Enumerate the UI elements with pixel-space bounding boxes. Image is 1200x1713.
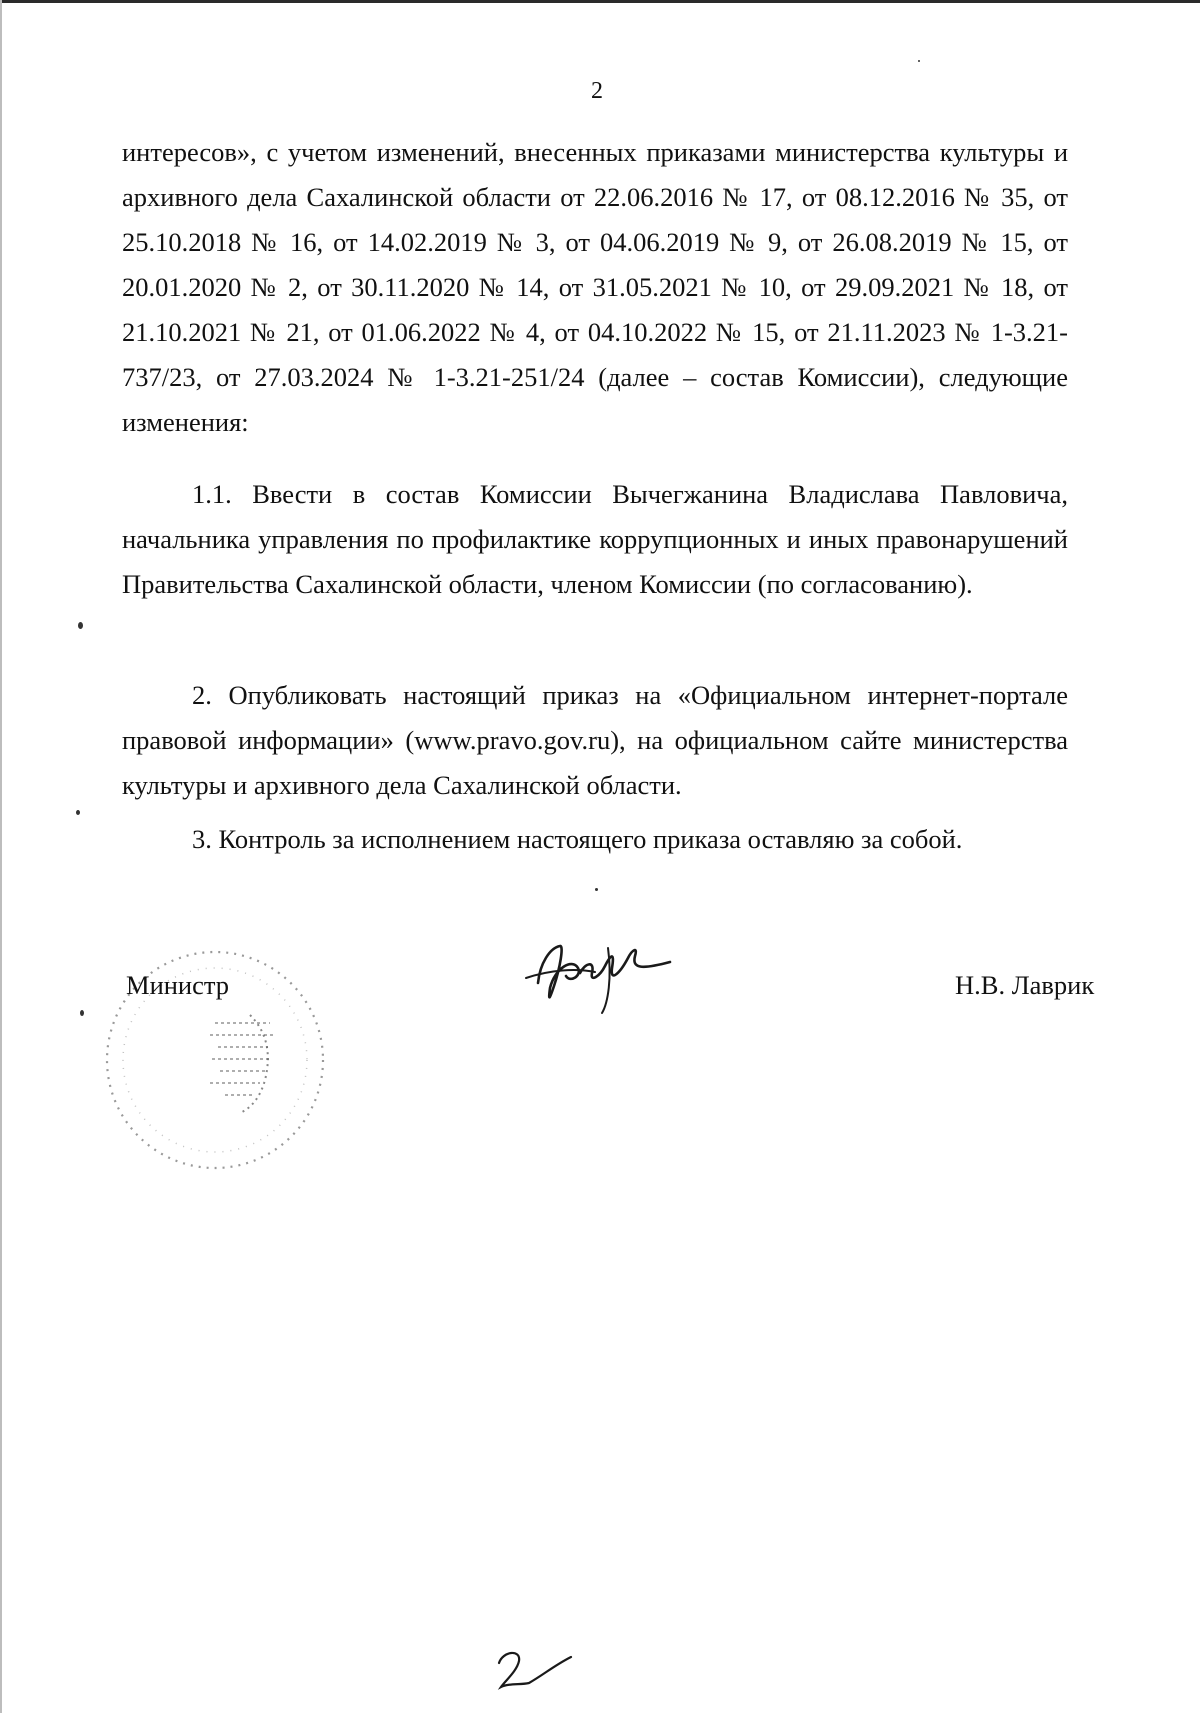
scan-speck (80, 1010, 84, 1016)
scan-speck (595, 888, 598, 891)
item-2-text: 2. Опубликовать настоящий приказ на «Официальном интернет-портале правовой информации» (www.pravo.gov.ru), на официальном сайте министерства культуры и архивного дела Сахалинской области. (122, 680, 1068, 800)
main-paragraph (122, 130, 1068, 445)
scan-left-edge (0, 0, 2, 1713)
main-paragraph-text: интересов», с учетом изменений, внесенных приказами министерства культуры и архивного дела Сахалинской области от 22.06.2016 № 17, от 08.12.2016 № 35, от 25.10.2018 № 16, от 14.02.2019 № 3, от 04.06.2019 № 9, от 26.08.2019 № 15, от 20.01.2020 № 2, от 30.11.2020 № 14, от 31.05.2021 № 10, от 29.09.2021 № 18, от 21.10.2021 № 21, от 01.06.2022 № 4, от 04.10.2022 № 15, от 21.11.2023 № 1-3.21-737/23, от 27.03.2024 № 1-3.21-251/24 (далее – состав Комиссии), следующие изменения: (122, 137, 1068, 437)
item-3-text: 3. Контроль за исполнением настоящего приказа оставляю за собой. (192, 824, 963, 854)
item-2 (122, 673, 1068, 808)
signer-position: Министр (126, 970, 230, 1000)
scan-speck (76, 810, 80, 815)
scan-speck (78, 622, 83, 629)
scan-speck (918, 60, 920, 62)
item-1-1-text: 1.1. Ввести в состав Комиссии Вычегжанина Владислава Павловича, начальника управления по профилактике коррупционных и иных правонарушений Правительства Сахалинской области, членом Комиссии (по согласованию). (122, 479, 1068, 599)
page-number: 2 (591, 78, 603, 104)
handwritten-signature (520, 928, 680, 1018)
signer-name: Н.В. Лаврик (955, 970, 1095, 1000)
handwritten-page-mark (495, 1645, 575, 1695)
item-1-1 (122, 472, 1068, 607)
scan-top-edge (0, 0, 1200, 3)
item-3 (122, 817, 1068, 862)
